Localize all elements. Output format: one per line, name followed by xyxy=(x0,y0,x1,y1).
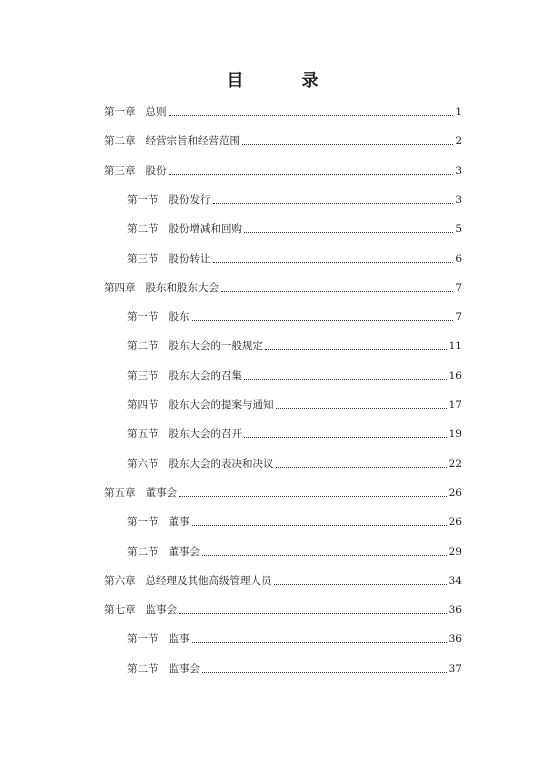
dot-leader xyxy=(169,114,454,116)
dot-leader xyxy=(202,671,447,673)
toc-entry-number: 第四章 xyxy=(104,282,136,294)
toc-entry[interactable] xyxy=(127,251,462,267)
toc-entry-number: 第六章 xyxy=(104,575,136,587)
toc-entry[interactable] xyxy=(104,485,462,501)
toc-entry-page-number: 7 xyxy=(455,282,462,294)
toc-entry-title: 董事会 xyxy=(145,487,177,499)
toc-entry-page-number: 26 xyxy=(448,487,462,499)
toc-entry-label xyxy=(127,544,200,560)
toc-entry-page-number: 11 xyxy=(448,340,462,352)
toc-entry-number: 第一章 xyxy=(104,106,136,118)
dot-leader xyxy=(274,583,447,585)
dot-leader xyxy=(213,261,454,263)
toc-entry-number: 第二节 xyxy=(127,546,159,558)
toc-entry[interactable] xyxy=(127,368,462,384)
dot-leader xyxy=(169,173,454,175)
toc-entry-page-number: 2 xyxy=(455,135,462,147)
toc-entry-label xyxy=(104,485,177,501)
toc-entry-title: 股份发行 xyxy=(168,194,211,206)
toc-entry-label xyxy=(127,338,263,354)
toc-entry-number: 第一节 xyxy=(127,516,159,528)
toc-entry-page-number: 1 xyxy=(455,106,462,118)
dot-leader xyxy=(192,524,447,526)
toc-entry-page-number: 3 xyxy=(455,194,462,206)
dot-leader xyxy=(202,554,447,556)
toc-entry-number: 第三章 xyxy=(104,165,136,177)
toc-entry-title: 股东大会的召开 xyxy=(168,428,242,440)
toc-entry[interactable] xyxy=(127,426,462,442)
toc-entry-page-number: 3 xyxy=(455,165,462,177)
toc-entry-label xyxy=(104,163,167,179)
toc-entry[interactable] xyxy=(104,573,462,589)
toc-entry-title: 股份增减和回购 xyxy=(168,223,242,235)
toc-entry-number: 第四节 xyxy=(127,399,159,411)
toc-entry[interactable] xyxy=(104,602,462,618)
dot-leader xyxy=(265,348,447,350)
dot-leader xyxy=(242,143,453,145)
dot-leader xyxy=(244,231,453,233)
dot-leader xyxy=(192,641,447,643)
toc-entry-page-number: 29 xyxy=(448,546,462,558)
toc-entry-number: 第二节 xyxy=(127,223,159,235)
toc-entry[interactable] xyxy=(104,104,462,120)
toc-entry-label xyxy=(104,280,219,296)
toc-entry-page-number: 16 xyxy=(448,370,462,382)
toc-entry-page-number: 7 xyxy=(455,311,462,323)
toc-entry-number: 第三节 xyxy=(127,370,159,382)
toc-entry-title: 股东大会的提案与通知 xyxy=(168,399,274,411)
dot-leader xyxy=(179,495,447,497)
toc-entry-title: 监事会 xyxy=(168,663,200,675)
dot-leader xyxy=(179,612,447,614)
dot-leader xyxy=(244,378,447,380)
toc-entry-label xyxy=(127,221,242,237)
toc-entry-label xyxy=(104,602,177,618)
toc-entry-title: 股份转让 xyxy=(168,253,211,265)
toc-entry-number: 第三节 xyxy=(127,253,159,265)
toc-title: 目 录 xyxy=(226,71,345,91)
toc-entry-page-number: 5 xyxy=(455,223,462,235)
toc-entry-label xyxy=(127,426,242,442)
toc-entry-label xyxy=(104,104,167,120)
toc-entry[interactable] xyxy=(127,544,462,560)
toc-entry[interactable] xyxy=(127,309,462,325)
toc-entry-title: 股东大会的召集 xyxy=(168,370,242,382)
toc-entry[interactable] xyxy=(127,397,462,413)
toc-entry[interactable] xyxy=(127,514,462,530)
toc-entry-title: 董事会 xyxy=(168,546,200,558)
toc-entry-page-number: 26 xyxy=(448,516,462,528)
toc-entry-number: 第二节 xyxy=(127,340,159,352)
toc-entry-label xyxy=(127,251,211,267)
toc-entry-number: 第六节 xyxy=(127,458,159,470)
toc-entry[interactable] xyxy=(104,133,462,149)
toc-entry-number: 第一节 xyxy=(127,194,159,206)
toc-entry[interactable] xyxy=(127,338,462,354)
dot-leader xyxy=(221,290,453,292)
toc-entry-number: 第七章 xyxy=(104,604,136,616)
toc-entry-page-number: 19 xyxy=(448,428,462,440)
toc-entry-page-number: 22 xyxy=(448,458,462,470)
toc-entry[interactable] xyxy=(127,631,462,647)
toc-entry-title: 经营宗旨和经营范围 xyxy=(145,135,240,147)
toc-entry-number: 第一节 xyxy=(127,311,159,323)
toc-entry-page-number: 17 xyxy=(448,399,462,411)
toc-entry-title: 董事 xyxy=(168,516,190,528)
toc-entry-title: 总则 xyxy=(145,106,167,118)
toc-entry-number: 第五节 xyxy=(127,428,159,440)
toc-entry-number: 第二节 xyxy=(127,663,159,675)
dot-leader xyxy=(276,466,447,468)
toc-entry[interactable] xyxy=(127,221,462,237)
toc-entry-page-number: 6 xyxy=(455,253,462,265)
toc-entry-title: 股东和股东大会 xyxy=(145,282,219,294)
dot-leader xyxy=(276,407,447,409)
dot-leader xyxy=(192,319,454,321)
toc-entry-title: 股东大会的表决和决议 xyxy=(168,458,274,470)
toc-entry-page-number: 36 xyxy=(448,633,462,645)
dot-leader xyxy=(213,202,454,204)
toc-entry-label xyxy=(127,631,190,647)
toc-entry-label xyxy=(127,397,274,413)
dot-leader xyxy=(244,436,447,438)
toc-entry-label xyxy=(104,133,240,149)
toc-entry[interactable] xyxy=(127,661,462,677)
toc-entry[interactable] xyxy=(104,280,462,296)
toc-entry-title: 监事会 xyxy=(145,604,177,616)
toc-entry-title: 股东 xyxy=(168,311,190,323)
toc-entry-page-number: 37 xyxy=(448,663,462,675)
toc-entry-title: 监事 xyxy=(168,633,190,645)
toc-entry-number: 第五章 xyxy=(104,487,136,499)
toc-entry-number: 第二章 xyxy=(104,135,136,147)
toc-entry-number: 第一节 xyxy=(127,633,159,645)
toc-entry-label xyxy=(127,192,211,208)
toc-entry-label xyxy=(127,309,190,325)
toc-entry-page-number: 34 xyxy=(448,575,462,587)
toc-entry[interactable] xyxy=(127,456,462,472)
toc-entry[interactable] xyxy=(127,192,462,208)
toc-entry[interactable] xyxy=(104,163,462,179)
toc-entry-label xyxy=(127,514,190,530)
toc-entry-label xyxy=(104,573,272,589)
toc-entry-title: 总经理及其他高级管理人员 xyxy=(145,575,272,587)
toc-entry-label xyxy=(127,661,200,677)
toc-entry-title: 股东大会的一般规定 xyxy=(168,340,263,352)
toc-entry-label xyxy=(127,368,242,384)
toc-entry-title: 股份 xyxy=(145,165,167,177)
toc-entry-page-number: 36 xyxy=(448,604,462,616)
toc-entry-label xyxy=(127,456,274,472)
